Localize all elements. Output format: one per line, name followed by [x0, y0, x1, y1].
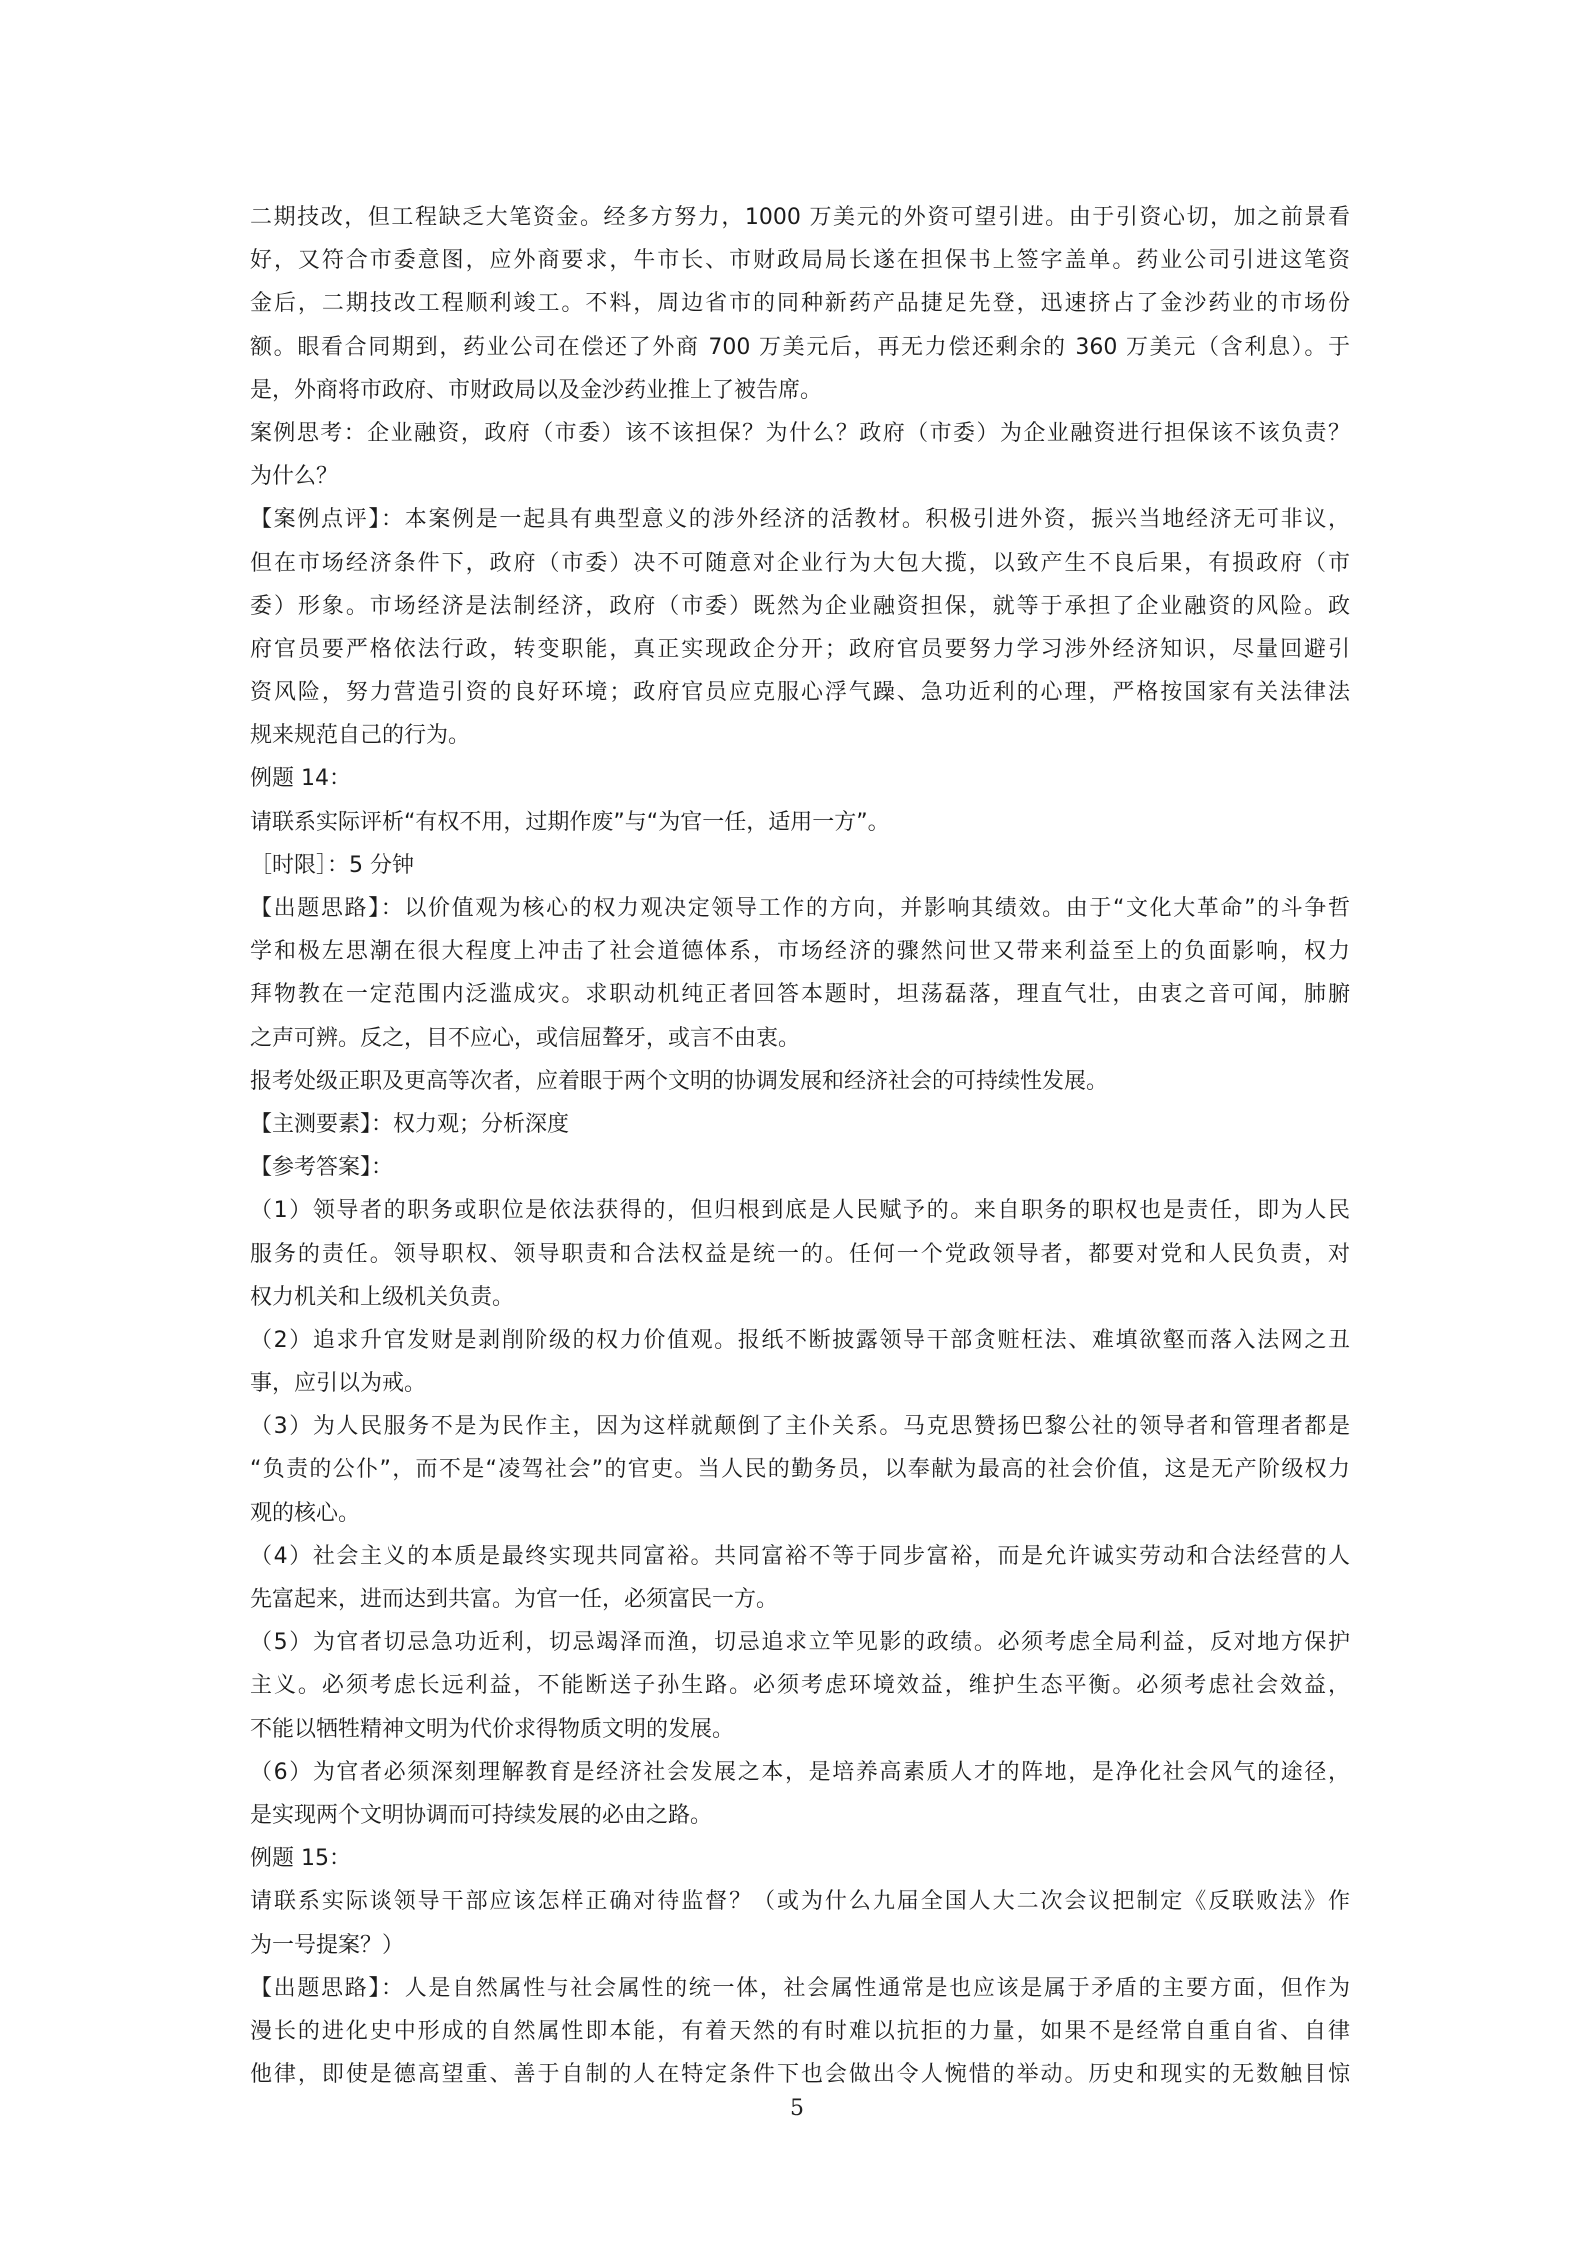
answer-line: 不能以牺牲精神文明为代价求得物质文明的发展。	[250, 1716, 735, 1742]
question-rationale-line: 【出题思路】：以价值观为核心的权力观决定领导工作的方向，并影响其绩效。由于“文化大革命”的斗争哲	[250, 896, 1350, 921]
document-body	[250, 196, 1350, 2096]
text-line: 是，外商将市政府、市财政局以及金沙药业推上了被告席。	[250, 377, 823, 403]
case-comment-line: 【案例点评】：本案例是一起具有典型意义的涉外经济的活教材。积极引进外资，振兴当地经济无可非议，	[250, 507, 1350, 533]
question-line: 请联系实际谈领导干部应该怎样正确对待监督？（或为什么九届全国人大二次会议把制定《反联败法》作	[250, 1889, 1350, 1915]
question-rationale-line: 之声可辨。反之，目不应心，或信屈聱牙，或言不由衷。	[250, 1025, 801, 1051]
answer-line: 观的核心。	[250, 1500, 361, 1526]
answer-line: 先富起来，进而达到共富。为官一任，必须富民一方。	[250, 1587, 779, 1612]
case-comment-line: 规来规范自己的行为。	[250, 723, 471, 749]
answer-line: （6）为官者必须深刻理解教育是经济社会发展之本，是培养高素质人才的阵地，是净化社会风气的途径，	[250, 1759, 1350, 1785]
question-rationale-line: 拜物教在一定范围内泛滥成灾。求职动机纯正者回答本题时，坦荡磊落，理直气壮，由衷之音可闻，肺腑	[250, 982, 1350, 1008]
answer-line: 权力机关和上级机关负责。	[250, 1284, 515, 1310]
question-rationale-line: 【出题思路】：人是自然属性与社会属性的统一体，社会属性通常是也应该是属于矛盾的主要方面，但作为	[250, 1975, 1350, 2001]
case-comment-line: 委）形象。市场经济是法制经济，政府（市委）既然为企业融资担保，就等于承担了企业融资的风险。政	[250, 593, 1350, 619]
answer-line: （3）为人民服务不是为民作主，因为这样就颠倒了主仆关系。马克思赞扬巴黎公社的领导者和管理者都是	[250, 1414, 1350, 1440]
case-question-line: 案例思考：企业融资，政府（市委）该不该担保？为什么？政府（市委）为企业融资进行担保该不该负责？	[250, 420, 1350, 446]
answer-line: “负责的公仆”，而不是“凌驾社会”的官吏。当人民的勤务员，以奉献为最高的社会价值，这是无产阶级权力	[250, 1457, 1350, 1483]
text-line: 报考处级正职及更高等次者，应着眼于两个文明的协调发展和经济社会的可持续性发展。	[250, 1068, 1109, 1094]
answer-line: 事，应引以为戒。	[250, 1371, 427, 1397]
answer-line: （5）为官者切忌急功近利，切忌竭泽而渔，切忌追求立竿见影的政绩。必须考虑全局利益，反对地方保护	[250, 1630, 1350, 1656]
answer-line: 服务的责任。领导职权、领导职责和合法权益是统一的。任何一个党政领导者，都要对党和人民负责，对	[250, 1241, 1350, 1267]
example-heading: 例题 14：	[250, 766, 351, 792]
question-line: 请联系实际评析“有权不用，过期作废”与“为官一任，适用一方”。	[250, 809, 890, 835]
test-elements-line: 【主测要素】：权力观；分析深度	[250, 1111, 570, 1137]
answer-line: 主义。必须考虑长远利益，不能断送子孙生路。必须考虑环境效益，维护生态平衡。必须考虑社会效益，	[250, 1673, 1350, 1699]
answer-line: （4）社会主义的本质是最终实现共同富裕。共同富裕不等于同步富裕，而是允许诚实劳动和合法经营的人	[250, 1543, 1350, 1569]
reference-answer-heading: 【参考答案】：	[250, 1155, 394, 1181]
page-number: 5	[790, 2096, 804, 2121]
time-limit-line: ［时限］：5 分钟	[250, 852, 414, 878]
text-line: 好，又符合市委意图，应外商要求，牛市长、市财政局局长遂在担保书上签字盖单。药业公司引进这笔资	[250, 248, 1350, 274]
answer-line: （1）领导者的职务或职位是依法获得的，但归根到底是人民赋予的。来自职务的职权也是责任，即为人民	[250, 1198, 1350, 1224]
text-line: 二期技改，但工程缺乏大笔资金。经多方努力，1000 万美元的外资可望引进。由于引资心切，加之前景看	[250, 205, 1350, 230]
question-rationale-line: 他律，即使是德高望重、善于自制的人在特定条件下也会做出令人惋惜的举动。历史和现实的无数触目惊	[250, 2062, 1350, 2088]
case-comment-line: 资风险，努力营造引资的良好环境；政府官员应克服心浮气躁、急功近利的心理，严格按国家有关法律法	[250, 680, 1350, 706]
example-heading: 例题 15：	[250, 1846, 351, 1872]
case-question-line: 为什么？	[250, 464, 339, 490]
text-line: 额。眼看合同期到，药业公司在偿还了外商 700 万美元后，再无力偿还剩余的 360 万美元（含利息）。于	[250, 334, 1350, 360]
question-rationale-line: 学和极左思潮在很大程度上冲击了社会道德体系，市场经济的骤然问世又带来利益至上的负面影响，权力	[250, 939, 1350, 965]
text-line: 金后，二期技改工程顺利竣工。不料，周边省市的同种新药产品捷足先登，迅速挤占了金沙药业的市场份	[250, 291, 1350, 317]
case-comment-line: 府官员要严格依法行政，转变职能，真正实现政企分开；政府官员要努力学习涉外经济知识，尽量回避引	[250, 636, 1350, 662]
case-comment-line: 但在市场经济条件下，政府（市委）决不可随意对企业行为大包大揽，以致产生不良后果，有损政府（市	[250, 550, 1350, 576]
answer-line: （2）追求升官发财是剥削阶级的权力价值观。报纸不断披露领导干部贪赃枉法、难填欲壑而落入法网之丑	[250, 1327, 1350, 1353]
question-rationale-line: 漫长的进化史中形成的自然属性即本能，有着天然的有时难以抗拒的力量，如果不是经常自重自省、自律	[250, 2018, 1350, 2044]
answer-line: 是实现两个文明协调而可持续发展的必由之路。	[250, 1802, 713, 1828]
question-line: 为一号提案？）	[250, 1932, 405, 1958]
